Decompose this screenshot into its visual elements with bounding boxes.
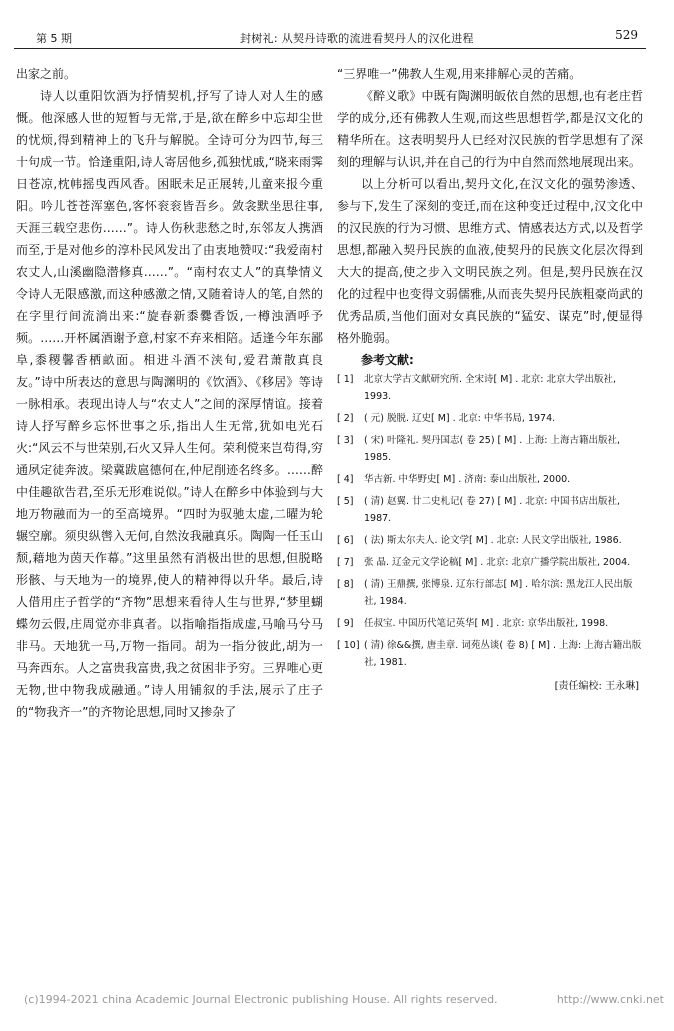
- reference-item: [337, 410, 643, 427]
- site-link[interactable]: http://www.cnki.net: [556, 993, 664, 1006]
- paragraph-2: 诗人以重阳饮酒为抒情契机,抒写了诗人对人生的感慨。他深感人世的短暂与无常,于是,欲在醉乡中忘却尘世的忧烦,得到精神上的飞升与解脱。全诗可分为四节,每三十句成一节。恰逢重阳,诗人寄居他乡,孤独忧戚,“晓来雨霁日苍凉,枕帏摇曳西风香。困眠未足正展转,儿童来报今重阳。吟儿苍苍浑塞色,客怀衮衮皆吾乡。敛衾默坐思往事,天涯三载空悲伤……”。诗人伤秋悲愁之时,东邻友人携酒而至,于是对他乡的淳朴民风发出了由衷地赞叹:“我爱南村农丈人,山溪幽隐潜修真……”。“南村农丈人”的真挚情义令诗人无限感激,而这种感激之情,又随着诗人的笔,自然的在字里行间流淌出来:“旋春新黍爨香饭,一樽浊酒呼予频。……开杯属酒谢予意,村家不弃来相陪。适逢今年东鄙阜,黍稷馨香栖畝面。相进斗酒不浃旬,爱君萧散真良友。”诗中所表达的意思与陶渊明的《饮酒》、《移居》等诗一脉相承。表现出诗人与“农丈人”之间的深厚情谊。接着诗人抒写醉乡忘怀世事之乐,指出人生无常,犹如电光石火:“风云不与世荣别,石火又异人生何。荣利傥来岂苟得,穷通夙定徒奔波。梁冀跋扈德何在,仲尼削迹名终多。……醉中佳趣欲告君,至乐无形难说似。”诗人在醉乡中体验到与大地万物融而为一的至高境界。“四时为驭驰太虚,二曜为轮辗空廓。须臾纵辔入无何,自然汝我融真乐。陶陶一任玉山颓,藉地为茵天作幕。”这里虽然有消极出世的思想,但脱略形骸、与天地为一的境界,使人的精神得以升华。最后,诗人借用庄子哲学的“齐物”思想来看待人生与世界,“梦里蝴蝶勿云假,庄周觉亦非真者。以指喻指指成虚,马喻马兮马非马。天地犹一马,万物一指同。胡为一指分彼此,胡为一马奔西东。人之富贵我富贵,我之贫困非予穷。三界唯心更无物,世中物我成融通。”诗人用铺叙的手法,展示了庄子的“物我齐一”的齐物论思想,同时又掺杂了: [16, 89, 323, 719]
- paragraph-3: “三界唯一”佛教人生观,用来排解心灵的苦痛。: [337, 67, 582, 81]
- reference-text: 华古新. 中华野史[ M] . 济南: 泰山出版社, 2000.: [364, 474, 571, 485]
- reference-text: ( 清) 王鼎撰, 张博泉. 辽东行部志[ M] . 哈尔滨: 黑龙江人民出版社, 1984.: [364, 579, 633, 607]
- running-header: [14, 30, 646, 46]
- reference-text: ( 清) 徐&&撰, 唐圭章. 词苑丛谈( 卷 8) [ M] . 上海: 上海古籍出版社, 1981.: [364, 640, 642, 668]
- reference-text: ( 法) 斯太尔夫人. 论文学[ M] . 北京: 人民文学出版社, 1986.: [364, 535, 622, 546]
- reference-item: [337, 493, 643, 527]
- reference-item: [337, 576, 643, 610]
- running-title: 封树礼: 从契丹诗歌的流进看契丹人的汉化进程: [240, 32, 474, 45]
- reference-number: [ 1]: [337, 374, 354, 385]
- reference-item: [337, 615, 643, 632]
- reference-item: [337, 471, 643, 488]
- page-number: 529: [615, 28, 638, 42]
- reference-text: ( 宋) 叶隆礼. 契丹国志( 卷 25) [ M] . 上海: 上海古籍出版社, 1985.: [364, 435, 620, 463]
- copyright-notice: (c)1994-2021 china Academic Journal Electronic publishing House. All rights reserved.: [24, 993, 498, 1006]
- reference-item: [337, 432, 643, 466]
- reference-number: [ 6]: [337, 535, 354, 546]
- reference-text: ( 清) 赵翼. 廿二史札记( 卷 27) [ M] . 北京: 中国书店出版社, 1987.: [364, 496, 620, 524]
- reference-item: [337, 371, 643, 405]
- reference-number: [ 5]: [337, 496, 354, 507]
- paragraph-5: 以上分析可以看出,契丹文化,在汉文化的强势渗透、参与下,发生了深刻的变迁,而在这种变迁过程中,汉文化中的汉民族的行为习惯、思维方式、情感表达方式,以及哲学思想,都融入契丹民族的血液,使契丹的民族文化层次得到大大的提高,使之步入文明民族之列。但是,契丹民族在汉化的过程中也变得文弱儒雅,从而丧失契丹民族粗豪尚武的优秀品质,当他们面对女真民族的“猛安、谋克”时,便显得格外脆弱。: [337, 177, 643, 345]
- reference-number: [ 4]: [337, 474, 354, 485]
- reference-number: [ 9]: [337, 618, 354, 629]
- editor-note: [责任编校: 王永琳]: [554, 681, 639, 692]
- reference-item: [337, 554, 643, 571]
- left-column: [16, 63, 323, 723]
- reference-number: [ 8]: [337, 579, 354, 590]
- reference-text: 张 晶. 辽金元文学论稿[ M] . 北京: 北京广播学院出版社, 2004.: [364, 557, 631, 568]
- reference-number: [ 7]: [337, 557, 354, 568]
- reference-item: [337, 637, 643, 671]
- right-column: [337, 63, 643, 698]
- reference-text: ( 元) 脱脱. 辽史[ M] . 北京: 中华书局, 1974.: [364, 413, 556, 424]
- reference-text: 北京大学古文献研究所. 全宋诗[ M] . 北京: 北京大学出版社, 1993.: [364, 374, 616, 402]
- reference-text: 任叔宝. 中国历代笔记英华[ M] . 北京: 京华出版社, 1998.: [364, 618, 609, 629]
- paragraph-1: 出家之前。: [16, 67, 77, 81]
- reference-number: [ 3]: [337, 435, 354, 446]
- paragraph-4: 《醉义歌》中既有陶渊明皈依自然的思想,也有老庄哲学的成分,还有佛教人生观,而这些思想哲学,都是汉文化的精华所在。这表明契丹人已经对汉民族的哲学思想有了深刻的理解与认识,并在自己的行为中自然而然地展现出来。: [337, 89, 643, 169]
- references-heading: 参考文献:: [361, 353, 414, 367]
- reference-number: [ 2]: [337, 413, 354, 424]
- reference-number: [ 10]: [337, 640, 360, 651]
- header-rule: [14, 48, 646, 49]
- issue-number: 第 5 期: [36, 32, 72, 45]
- reference-item: [337, 532, 643, 549]
- references-list: [337, 371, 643, 671]
